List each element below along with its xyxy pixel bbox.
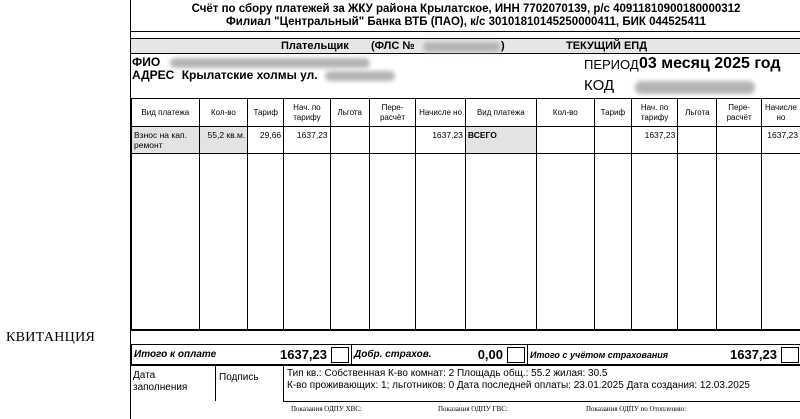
table-bottom-divider	[131, 330, 800, 331]
col-header: Льгота	[678, 99, 717, 127]
total-with-insurance	[528, 345, 800, 365]
fls-close: )	[501, 40, 505, 52]
col-header: Тариф	[594, 99, 631, 127]
cell-charged: 1637,23	[284, 127, 331, 154]
meter-hvs: Показания ОДПУ ХВС:	[291, 405, 362, 413]
col-header: Нач. по тарифу	[631, 99, 678, 127]
col-header: Начисле но	[416, 99, 466, 127]
fill-date-label: Дата заполнения	[133, 370, 188, 393]
cell-accrued: 1637,23	[761, 127, 800, 154]
col-header: Вид платежа	[132, 99, 200, 127]
table-header-row	[132, 99, 800, 127]
fls-label: (ФЛС №	[371, 40, 415, 52]
cell-recalc	[369, 127, 416, 154]
payer-band	[131, 38, 800, 54]
total-to-pay-label: Итого к оплате	[134, 348, 217, 360]
date-divider	[215, 366, 216, 401]
cell-qty: 55,2 кв.м.	[199, 127, 248, 154]
fio-label: ФИО	[132, 55, 161, 69]
fls-number-redacted	[423, 41, 501, 53]
meter-heating: Показания ОДПУ по Отоплению:	[586, 405, 687, 413]
total-to-pay	[132, 345, 352, 365]
col-header: Кол-во	[536, 99, 594, 127]
cell-benefit	[330, 127, 369, 154]
insurance	[352, 345, 528, 365]
col-header: Вид платежа	[465, 99, 536, 127]
charges-table	[131, 98, 800, 330]
signature-label: Подпись	[219, 372, 259, 383]
col-header: Пере-расчёт	[369, 99, 416, 127]
col-header: Нач. по тарифу	[284, 99, 331, 127]
code-value-redacted	[635, 79, 755, 97]
col-header: Льгота	[330, 99, 369, 127]
col-header: Тариф	[248, 99, 284, 127]
total-with-insurance-value: 1637,23	[730, 346, 777, 362]
insurance-label: Добр. страхов.	[354, 348, 432, 360]
col-header: Начисле но	[761, 99, 800, 127]
total-to-pay-box	[331, 347, 349, 363]
cell-charged: 1637,23	[631, 127, 678, 154]
cell-accrued: 1637,23	[416, 127, 466, 154]
insurance-value: 0,00	[477, 346, 503, 362]
fio-row	[132, 55, 370, 69]
apartment-info-line-2: К-во проживающих: 1; льготников: 0 Дата последней оплаты: 23.01.2025 Дата создания: 12.03.2025	[287, 380, 750, 391]
meter-gvs: Показания ОДПУ ГВС:	[438, 405, 508, 413]
cell-recalc	[717, 127, 761, 154]
apartment-info	[287, 368, 750, 392]
cell-payment-type: Взнос на кап. ремонт	[132, 127, 200, 154]
period-label: ПЕРИОД	[584, 57, 639, 72]
address-number-redacted	[325, 71, 395, 81]
payer-label: Плательщик	[281, 40, 349, 52]
col-header: Кол-во	[199, 99, 248, 127]
bank-details-line-1: Счёт по сбору платежей за ЖКУ района Крылатское, ИНН 7702070139, р/с 40911810900180000312	[191, 3, 741, 15]
bottom-section	[131, 365, 800, 419]
table-empty-row	[132, 154, 800, 330]
cell-qty	[536, 127, 594, 154]
cell-tariff	[594, 127, 631, 154]
receipt-side-label: КВИТАНЦИЯ	[6, 330, 96, 345]
totals-row	[131, 344, 800, 365]
bank-details-line-2: Филиал "Центральный" Банка ВТБ (ПАО), к/с 30101810145250000411, БИК 044525411	[225, 16, 706, 28]
document-type: ТЕКУЩИЙ ЕПД	[566, 40, 648, 52]
insurance-box	[507, 347, 525, 363]
total-with-insurance-box	[781, 347, 799, 363]
code-label: КОД	[584, 77, 615, 94]
cell-total-type: ВСЕГО	[465, 127, 536, 154]
header-divider	[131, 31, 800, 32]
meters-divider	[283, 401, 800, 402]
cell-tariff: 29,66	[248, 127, 284, 154]
address-value: Крылатские холмы ул.	[181, 68, 318, 82]
total-to-pay-value: 1637,23	[280, 346, 327, 362]
signature-divider	[283, 366, 284, 401]
cell-benefit	[678, 127, 717, 154]
table-row	[132, 127, 800, 154]
address-label: АДРЕС	[132, 68, 175, 82]
address-row	[132, 68, 395, 82]
fio-value-redacted	[170, 58, 370, 68]
apartment-info-line-1: Тип кв.: Собственная К-во комнат: 2 Площадь общ.: 55.2 жилая: 30.5	[287, 368, 608, 379]
col-header: Пере-расчёт	[717, 99, 761, 127]
payment-receipt	[130, 0, 800, 419]
period-value: 03 месяц 2025 год	[639, 55, 781, 72]
total-with-insurance-label: Итого с учётом страхования	[530, 349, 669, 360]
